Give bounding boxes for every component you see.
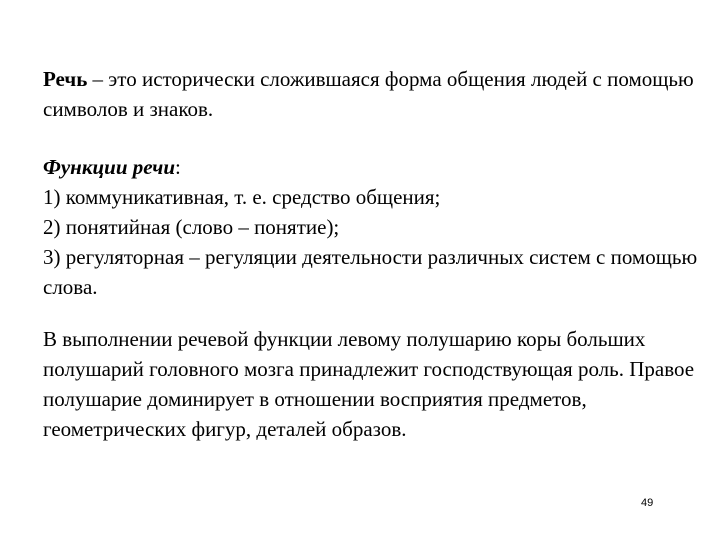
- page-number: 49: [641, 497, 654, 509]
- function-item-2: 2) понятийная (слово – понятие);: [43, 215, 340, 239]
- function-item-3: 3) регуляторная – регуляции деятельности различных систем с помощью слова.: [43, 245, 698, 299]
- function-item-1: 1) коммуникативная, т. е. средство общения;: [43, 185, 441, 209]
- functions-heading: Функции речи: [43, 155, 176, 179]
- definition-paragraph: [43, 64, 698, 124]
- definition-term: Речь: [43, 67, 88, 91]
- functions-heading-colon: :: [175, 155, 181, 179]
- functions-heading-line: [43, 152, 698, 182]
- functions-block: [43, 152, 698, 302]
- hemisphere-paragraph: В выполнении речевой функции левому полушарию коры больших полушарий головного мозга принадлежит господствующая роль. Правое полушарие доминирует в отношении восприятия предметов, геометрических фигур, деталей образов.: [43, 327, 695, 441]
- definition-text: – это исторически сложившаяся форма общения людей с помощью символов и знаков.: [43, 67, 694, 121]
